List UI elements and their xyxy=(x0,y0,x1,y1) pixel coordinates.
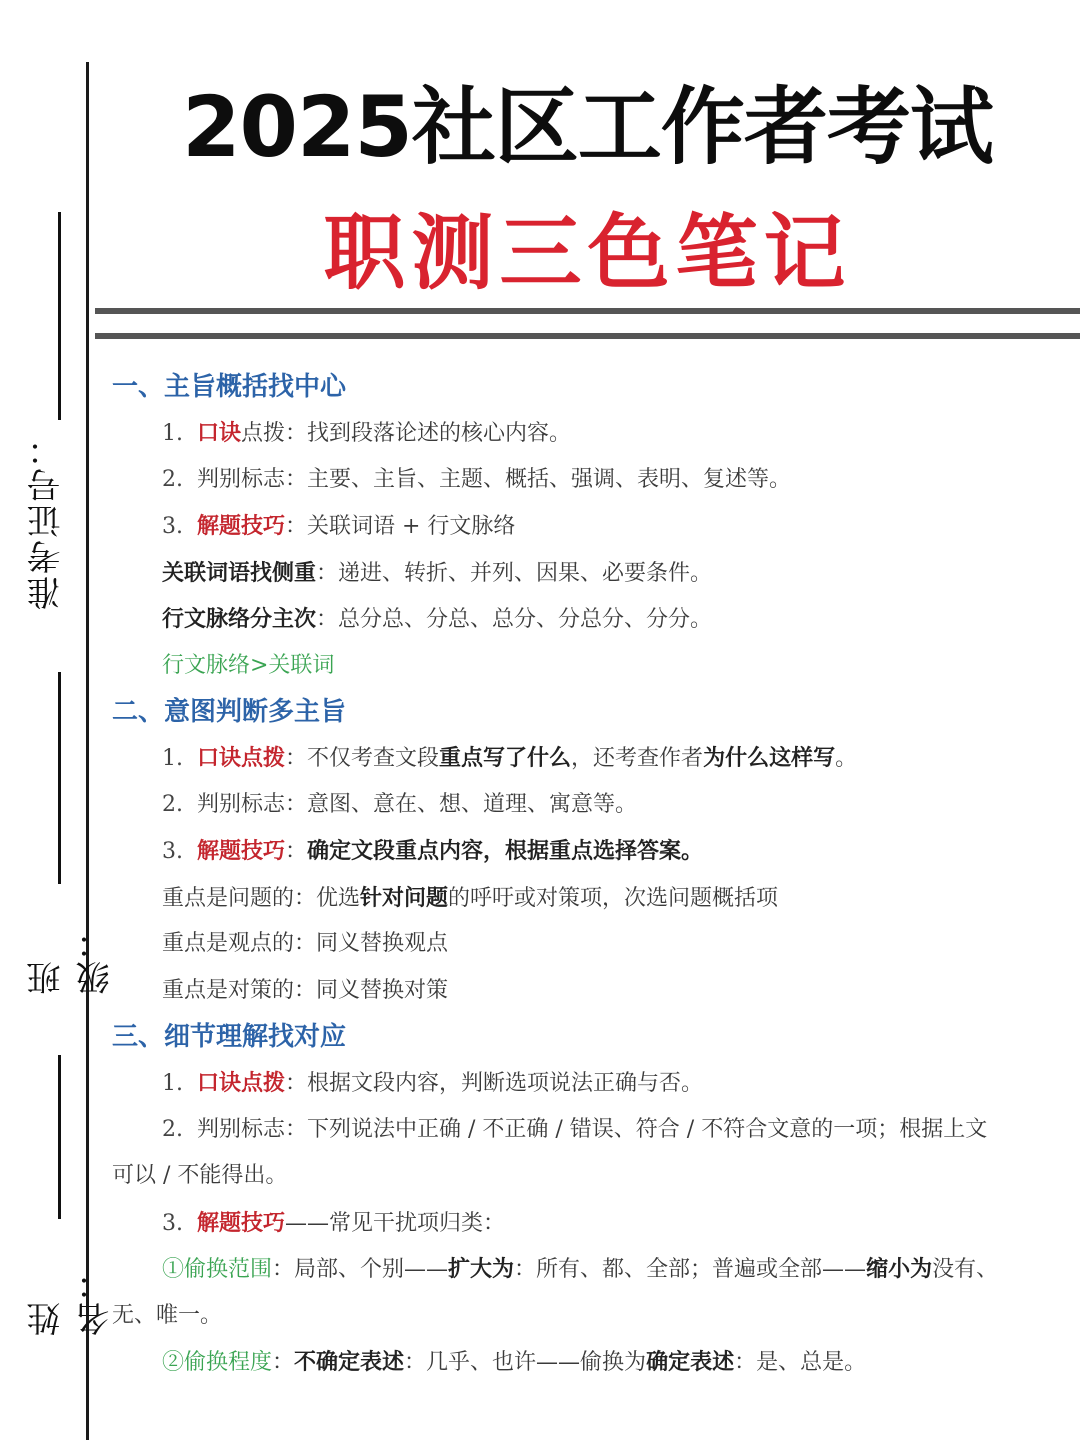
section-heading: 三、细节理解找对应 xyxy=(112,1022,347,1052)
list-item: ②偷换程度：不确定表述：几乎、也许——偷换为确定表述：是、总是。 xyxy=(162,1349,867,1375)
list-item: 1. 口诀点拨：根据文段内容，判断选项说法正确与否。 xyxy=(162,1070,704,1096)
keyword-red: 解题技巧 xyxy=(197,1209,286,1236)
page-title: 2025社区工作者考试 xyxy=(182,78,993,176)
keyword-green: ②偷换程度 xyxy=(162,1350,273,1375)
list-item: 1. 口诀点拨：不仅考查文段重点写了什么，还考查作者为什么这样写。 xyxy=(162,745,858,771)
list-item: 2. 判别标志：下列说法中正确 / 不正确 / 错误、符合 / 不符合文意的一项；根据上文 xyxy=(162,1116,988,1142)
class-rule xyxy=(58,672,61,884)
notes-content xyxy=(112,364,1067,1386)
list-item-continuation: 可以 / 不能得出。 xyxy=(112,1163,288,1188)
header-rule-bottom xyxy=(95,333,1080,339)
list-item: 关联词语找侧重：递进、转折、并列、因果、必要条件。 xyxy=(162,559,713,586)
keyword-red: 解题技巧 xyxy=(197,513,286,539)
exam-id-label: 准考证号： xyxy=(27,430,67,610)
exam-id-rule xyxy=(58,212,61,420)
section-2 xyxy=(112,689,1067,1014)
list-item: 3. 解题技巧：关联词语 + 行文脉络 xyxy=(162,513,516,539)
list-item: ①偷换范围：局部、个别——扩大为：所有、都、全部；普遍或全部——缩小为没有、 xyxy=(162,1256,999,1282)
list-item: 3. 解题技巧：确定文段重点内容，根据重点选择答案。 xyxy=(162,838,704,864)
header-rule-top xyxy=(95,308,1080,314)
list-item: 重点是对策的：同义替换对策 xyxy=(162,977,449,1003)
section-heading: 一、主旨概括找中心 xyxy=(112,372,347,402)
class-label: 班级： xyxy=(27,923,116,995)
keyword-green: ①偷换范围 xyxy=(162,1257,273,1282)
list-item: 2. 判别标志：主要、主旨、主题、概括、强调、表明、复述等。 xyxy=(162,466,792,492)
list-item xyxy=(112,643,1067,690)
section-heading: 二、意图判断多主旨 xyxy=(112,697,347,727)
keyword-green: 行文脉络>关联词 xyxy=(162,652,335,678)
keyword-red: 解题技巧 xyxy=(197,838,286,864)
list-item-continuation: 无、唯一。 xyxy=(112,1302,223,1328)
list-item: 重点是观点的：同义替换观点 xyxy=(162,931,449,956)
section-3 xyxy=(112,1014,1067,1386)
name-rule xyxy=(58,1055,61,1219)
list-item: 重点是问题的：优选针对问题的呼吁或对策项，次选问题概括项 xyxy=(162,884,779,911)
keyword-red: 口诀点拨 xyxy=(197,1070,286,1096)
list-item: 2. 判别标志：意图、意在、想、道理、寓意等。 xyxy=(162,791,638,817)
keyword-red: 口诀点拨 xyxy=(197,745,286,771)
list-item: 1. 口诀点拨：找到段落论述的核心内容。 xyxy=(162,420,572,446)
list-item: 3. 解题技巧——常见干扰项归类： xyxy=(162,1209,506,1236)
list-item: 行文脉络分主次：总分总、分总、总分、分总分、分分。 xyxy=(162,606,713,632)
binding-line xyxy=(86,62,89,1440)
name-label: 姓名： xyxy=(27,1264,116,1336)
keyword-red: 口诀 xyxy=(197,420,242,446)
page-subtitle: 职测三色笔记 xyxy=(323,206,852,301)
section-1 xyxy=(112,364,1067,689)
